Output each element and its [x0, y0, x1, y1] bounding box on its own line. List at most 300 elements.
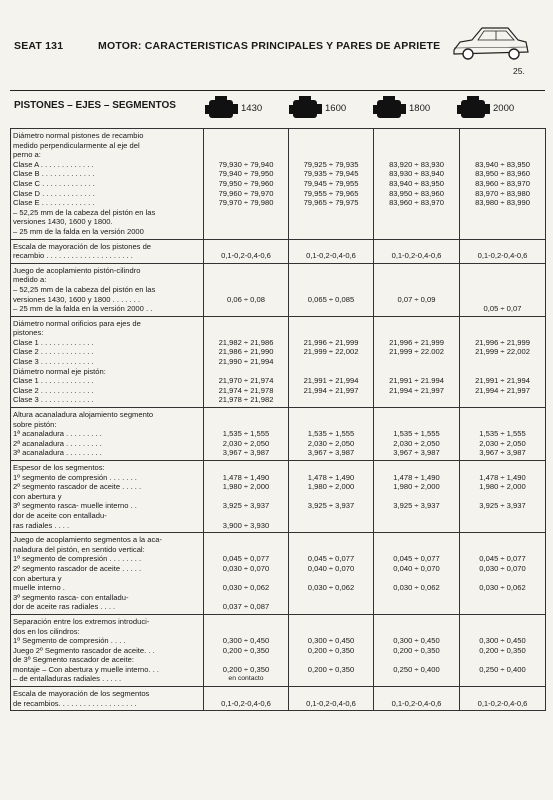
- value-line: [376, 593, 457, 603]
- value-line: [462, 535, 543, 545]
- value-cell-1600: [289, 461, 374, 533]
- value-cell-1430: [204, 239, 289, 263]
- value-line: [462, 492, 543, 502]
- value-line: 0,250 ÷ 0,400: [393, 664, 440, 674]
- value-line: [206, 266, 286, 276]
- value-line: [291, 328, 371, 338]
- value-line: [376, 627, 457, 637]
- value-line: [291, 674, 371, 684]
- label-line: medido a:: [13, 275, 47, 285]
- value-line: 21,970 ÷ 21,974: [218, 376, 274, 386]
- value-line: 0,1-0,2-0,4-0,6: [477, 251, 528, 261]
- value-line: [291, 420, 371, 430]
- value-line: 83,960 ÷ 83,970: [389, 198, 444, 208]
- value-line: [291, 511, 371, 521]
- value-line: 0,037 ÷ 0,087: [222, 602, 270, 612]
- value-line: 3,900 ÷ 3,930: [222, 520, 270, 530]
- value-line: [291, 285, 371, 295]
- value-line: [462, 285, 543, 295]
- engine-label: 1800: [409, 103, 431, 114]
- value-line: [291, 395, 371, 405]
- value-line: [462, 593, 543, 603]
- value-line: [206, 689, 286, 699]
- value-cell-1430: [204, 461, 289, 533]
- value-line: [206, 304, 286, 314]
- value-line: [376, 511, 457, 521]
- label-line: de recambios. . . . . . . . . . . . . . . . . . .: [13, 698, 137, 708]
- value-line: [376, 420, 457, 430]
- value-cell-1800: [374, 614, 460, 686]
- value-line: 2,030 ÷ 2,050: [393, 438, 440, 448]
- label-line: Juego de acoplamiento pistón-cilindro: [13, 265, 141, 275]
- value-cell-1430: [204, 408, 289, 461]
- value-line: [291, 627, 371, 637]
- value-line: [291, 410, 371, 420]
- label-line: perno a:: [13, 150, 41, 160]
- value-line: 3,925 ÷ 3,937: [393, 501, 440, 511]
- value-line: 0,030 ÷ 0,070: [222, 563, 270, 573]
- value-line: 21,982 ÷ 21,986: [218, 337, 274, 347]
- value-line: 0,200 ÷ 0,350: [222, 664, 270, 674]
- value-line: 21,974 ÷ 21,978: [218, 385, 274, 395]
- label-line: Clase B . . . . . . . . . . . . .: [13, 169, 95, 179]
- value-line: 3,967 ÷ 3,987: [222, 448, 270, 458]
- value-line: 1,535 ÷ 1,555: [393, 429, 440, 439]
- value-cell-1600: [289, 263, 374, 316]
- value-line: [462, 357, 543, 367]
- value-line: [462, 242, 543, 252]
- value-line: [206, 574, 286, 584]
- value-line: 3,925 ÷ 3,937: [222, 501, 270, 511]
- section-title: PISTONES – EJES – SEGMENTOS: [14, 100, 176, 111]
- label-line: – de entalladuras radiales . . . . .: [13, 674, 122, 684]
- value-cell-1800: [374, 263, 460, 316]
- value-line: [462, 328, 543, 338]
- label-line: 2ª acanaladura . . . . . . . . .: [13, 438, 102, 448]
- value-line: [291, 266, 371, 276]
- value-cell-1430: [204, 263, 289, 316]
- label-line: medido perpendicularmente al eje del: [13, 140, 140, 150]
- value-line: 0,200 ÷ 0,350: [307, 664, 355, 674]
- value-line: [462, 395, 543, 405]
- label-line: recambio . . . . . . . . . . . . . . . . . . . . .: [13, 251, 133, 261]
- header-title: MOTOR: CARACTERISTICAS PRINCIPALES Y PARES DE APRIETE: [98, 40, 441, 52]
- table-row: [11, 408, 546, 461]
- value-cell-1600: [289, 316, 374, 407]
- label-line: dor de aceite ras radiales . . . .: [13, 602, 116, 612]
- label-line: Diámetro normal eje pistón:: [13, 366, 106, 376]
- value-line: [206, 545, 286, 555]
- value-line: [291, 141, 371, 151]
- label-line: Clase 3 . . . . . . . . . . . . .: [13, 395, 94, 405]
- label-line: Altura acanaladura alojamiento segmento: [13, 410, 154, 420]
- value-cell-1800: [374, 239, 460, 263]
- value-line: 21,994 ÷ 21,997: [389, 385, 444, 395]
- value-line: 21,991 ÷ 21,994: [303, 376, 359, 386]
- value-line: [206, 492, 286, 502]
- value-line: 21,999 ÷ 22,002: [475, 347, 530, 357]
- label-line: – 52,25 mm de la cabeza del pistón en las: [13, 284, 156, 294]
- table-row: [11, 239, 546, 263]
- value-line: 21,994 ÷ 21,997: [303, 385, 359, 395]
- engine-icon: [373, 96, 407, 122]
- value-line: 21,999 ÷ 22.002: [389, 347, 444, 357]
- value-line: [462, 511, 543, 521]
- value-line: [462, 319, 543, 329]
- value-line: [376, 357, 457, 367]
- value-line: 0,05 ÷ 0,07: [483, 304, 522, 314]
- label-line: Clase A . . . . . . . . . . . . .: [13, 159, 94, 169]
- value-cell-1600: [289, 687, 374, 711]
- value-line: 0,045 ÷ 0,077: [307, 554, 355, 564]
- value-line: [376, 131, 457, 141]
- value-line: 2,030 ÷ 2,050: [222, 438, 270, 448]
- value-line: 21,996 ÷ 21,999: [475, 337, 530, 347]
- row-label: [11, 461, 204, 533]
- label-line: 3º segmento rasca- muelle interno . .: [13, 501, 137, 511]
- engine-column-1600: [287, 96, 363, 120]
- value-line: 21,991 ÷ 21,994: [475, 376, 530, 386]
- label-line: con abertura y: [13, 491, 62, 501]
- value-cell-2000: [460, 263, 546, 316]
- label-line: – 25 mm de la falda en la versión 2000 . .: [13, 304, 153, 314]
- row-label: [11, 129, 204, 240]
- value-line: [376, 689, 457, 699]
- value-line: 0,200 ÷ 0,350: [307, 645, 355, 655]
- value-line: 83,940 ÷ 83,950: [389, 178, 444, 188]
- table-row: [11, 129, 546, 240]
- specs-table: [10, 128, 546, 711]
- value-line: [462, 574, 543, 584]
- row-label: [11, 316, 204, 407]
- label-line: 1º segmento de compresión . . . . . . . .: [13, 554, 142, 564]
- table-row: [11, 461, 546, 533]
- value-line: 83,970 ÷ 83,980: [475, 188, 530, 198]
- value-line: 21,996 ÷ 21,999: [303, 337, 359, 347]
- value-line: [291, 304, 371, 314]
- value-line: [462, 602, 543, 612]
- engine-column-2000: [455, 96, 531, 120]
- label-line: Juego 2º Segmento rascador de aceite. . .: [13, 645, 155, 655]
- value-line: [291, 131, 371, 141]
- value-line: 79,925 ÷ 79,935: [303, 159, 359, 169]
- value-line: [376, 367, 457, 377]
- value-line: 3,967 ÷ 3,987: [479, 448, 526, 458]
- value-line: 79,935 ÷ 79,945: [303, 169, 359, 179]
- row-label: [11, 263, 204, 316]
- value-line: [462, 266, 543, 276]
- value-line: 0,1-0,2-0,4-0,6: [221, 251, 271, 261]
- value-line: 2,030 ÷ 2,050: [479, 438, 526, 448]
- value-cell-1430: [204, 614, 289, 686]
- value-line: 0,1-0,2-0,4-0,6: [391, 251, 442, 261]
- value-line: 21,994 ÷ 21,997: [475, 385, 530, 395]
- value-cell-1430: [204, 316, 289, 407]
- page-number: 25.: [513, 66, 525, 76]
- value-cell-1800: [374, 461, 460, 533]
- label-line: versiones 1430, 1600 y 1800.: [13, 217, 113, 227]
- value-line: [291, 602, 371, 612]
- value-line: [206, 367, 286, 377]
- value-line: 79,945 ÷ 79,955: [303, 178, 359, 188]
- value-line: 1,478 ÷ 1,490: [307, 472, 355, 482]
- value-line: [462, 420, 543, 430]
- value-line: 0,045 ÷ 0,077: [222, 554, 270, 564]
- value-line: [206, 511, 286, 521]
- value-line: 83,950 ÷ 83,960: [475, 169, 530, 179]
- value-line: 83,960 ÷ 83,970: [475, 178, 530, 188]
- row-label: [11, 239, 204, 263]
- value-line: [206, 655, 286, 665]
- value-cell-1600: [289, 239, 374, 263]
- value-line: [291, 593, 371, 603]
- value-line: [462, 275, 543, 285]
- value-line: [462, 367, 543, 377]
- value-cell-2000: [460, 533, 546, 615]
- value-line: 0,030 ÷ 0,070: [479, 563, 526, 573]
- row-label: [11, 687, 204, 711]
- value-line: 0,1-0,2-0,4-0,6: [306, 251, 356, 261]
- value-line: 3,967 ÷ 3,987: [307, 448, 355, 458]
- row-label: [11, 533, 204, 615]
- value-line: [291, 521, 371, 531]
- table-row: [11, 533, 546, 615]
- value-line: 0,200 ÷ 0,350: [222, 645, 270, 655]
- value-line: [206, 285, 286, 295]
- value-line: 0,1-0,2-0,4-0,6: [477, 698, 528, 708]
- value-cell-1800: [374, 316, 460, 407]
- value-cell-1600: [289, 533, 374, 615]
- value-line: [462, 141, 543, 151]
- value-line: 2,030 ÷ 2,050: [307, 438, 355, 448]
- value-line: [376, 492, 457, 502]
- value-line: 83,940 ÷ 83,950: [475, 159, 530, 169]
- value-line: 1,535 ÷ 1,555: [307, 429, 355, 439]
- value-line: 0,300 ÷ 0,450: [479, 636, 526, 646]
- label-line: ras radiales . . . .: [13, 520, 70, 530]
- value-line: [206, 593, 286, 603]
- value-line: 0,030 ÷ 0,062: [479, 583, 526, 593]
- value-cell-2000: [460, 461, 546, 533]
- value-cell-2000: [460, 614, 546, 686]
- value-line: 0,07 ÷ 0,09: [397, 294, 436, 304]
- value-cell-1600: [289, 408, 374, 461]
- label-line: Espesor de los segmentos:: [13, 463, 105, 472]
- value-line: 1,980 ÷ 2,000: [479, 482, 526, 492]
- engine-icon: [289, 96, 323, 122]
- value-line: 79,950 ÷ 79,960: [218, 178, 274, 188]
- value-line: [462, 627, 543, 637]
- label-line: de 3º Segmento rascador de aceite:: [13, 655, 134, 665]
- value-line: [206, 150, 286, 160]
- value-line: 79,940 ÷ 79,950: [218, 169, 274, 179]
- value-line: 21,986 ÷ 21,990: [218, 347, 274, 357]
- value-cell-1800: [374, 533, 460, 615]
- value-line: [376, 395, 457, 405]
- label-line: Clase 1 . . . . . . . . . . . . .: [13, 337, 94, 347]
- value-line: 0,200 ÷ 0,350: [479, 645, 526, 655]
- value-line: 0,300 ÷ 0,450: [222, 636, 270, 646]
- label-line: dos en los cilindros:: [13, 626, 80, 636]
- label-line: montaje – Con abertura y muelle interno. . .: [13, 664, 160, 674]
- value-line: [291, 492, 371, 502]
- label-line: – 25 mm de la falda en la versión 2000: [13, 226, 144, 236]
- value-line: [206, 420, 286, 430]
- value-line: [291, 655, 371, 665]
- car-illustration: [450, 20, 530, 64]
- value-line: [291, 545, 371, 555]
- value-line: [291, 357, 371, 367]
- value-line: en contacto: [228, 675, 264, 683]
- value-line: [206, 463, 286, 473]
- value-line: 0,040 ÷ 0,070: [393, 563, 440, 573]
- value-line: [206, 627, 286, 637]
- value-line: 83,980 ÷ 83,990: [475, 198, 530, 208]
- row-label: [11, 614, 204, 686]
- engine-column-1800: [371, 96, 447, 120]
- value-line: 0,030 ÷ 0,062: [222, 583, 270, 593]
- value-line: [376, 242, 457, 252]
- label-line: 3ª acanaladura . . . . . . . . .: [13, 448, 102, 458]
- label-line: pistones:: [13, 328, 44, 338]
- value-line: [291, 535, 371, 545]
- value-line: [291, 574, 371, 584]
- engine-icon: [205, 96, 239, 122]
- label-line: Escala de mayoración de los pistones de: [13, 241, 152, 251]
- value-line: [206, 535, 286, 545]
- label-line: 2º segmento rascador de aceite . . . . .: [13, 482, 142, 492]
- value-line: [462, 131, 543, 141]
- value-line: [206, 275, 286, 285]
- value-line: [291, 689, 371, 699]
- value-line: [376, 674, 457, 684]
- value-line: 21,999 ÷ 22,002: [303, 347, 359, 357]
- value-line: [376, 328, 457, 338]
- value-line: 1,478 ÷ 1,490: [222, 472, 270, 482]
- value-line: [376, 655, 457, 665]
- label-line: Clase 3 . . . . . . . . . . . . .: [13, 357, 94, 367]
- label-line: 1º Segmento de compresión . . . .: [13, 636, 126, 646]
- value-line: 0,1-0,2-0,4-0,6: [306, 698, 356, 708]
- value-cell-1430: [204, 129, 289, 240]
- value-line: 0,1-0,2-0,4-0,6: [391, 698, 442, 708]
- label-line: Clase 2 . . . . . . . . . . . . .: [13, 385, 94, 395]
- value-line: [376, 617, 457, 627]
- label-line: dor de aceite con entalladu-: [13, 510, 107, 520]
- value-line: [462, 545, 543, 555]
- value-line: 83,930 ÷ 83,940: [389, 169, 444, 179]
- label-line: versiones 1430, 1600 y 1800 . . . . . . .: [13, 294, 141, 304]
- value-line: [376, 410, 457, 420]
- value-line: [291, 617, 371, 627]
- value-line: [376, 574, 457, 584]
- label-line: muelle interno .: [13, 583, 65, 593]
- table-row: [11, 614, 546, 686]
- engine-label: 2000: [493, 103, 515, 114]
- value-cell-1800: [374, 129, 460, 240]
- value-line: [462, 521, 543, 531]
- label-line: Clase D . . . . . . . . . . . . .: [13, 188, 95, 198]
- value-line: [206, 141, 286, 151]
- value-line: [206, 319, 286, 329]
- value-line: [291, 367, 371, 377]
- value-line: [376, 521, 457, 531]
- value-line: [376, 266, 457, 276]
- value-line: [462, 410, 543, 420]
- label-line: Diámetro normal orificios para ejes de: [13, 318, 141, 328]
- value-line: [462, 150, 543, 160]
- value-line: 1,535 ÷ 1,555: [479, 429, 526, 439]
- value-line: 3,967 ÷ 3,987: [393, 448, 440, 458]
- value-line: [291, 319, 371, 329]
- engine-label: 1600: [325, 103, 347, 114]
- value-line: [376, 535, 457, 545]
- value-line: [462, 674, 543, 684]
- value-line: 0,300 ÷ 0,450: [307, 636, 355, 646]
- value-line: 1,980 ÷ 2,000: [393, 482, 440, 492]
- value-cell-1600: [289, 614, 374, 686]
- label-line: Clase 2 . . . . . . . . . . . . .: [13, 347, 94, 357]
- value-line: 79,930 ÷ 79,940: [218, 159, 274, 169]
- value-line: [291, 242, 371, 252]
- value-line: 79,965 ÷ 79,975: [303, 198, 359, 208]
- value-line: [462, 295, 543, 305]
- value-cell-1430: [204, 687, 289, 711]
- value-cell-2000: [460, 239, 546, 263]
- value-line: 3,925 ÷ 3,937: [307, 501, 355, 511]
- engine-column-1430: [203, 96, 279, 120]
- value-cell-1430: [204, 533, 289, 615]
- value-line: 0,250 ÷ 0,400: [479, 664, 526, 674]
- label-line: sobre pistón:: [13, 419, 57, 429]
- label-line: Juego de acoplamiento segmentos a la aca-: [13, 535, 163, 545]
- value-cell-2000: [460, 129, 546, 240]
- engine-icon: [457, 96, 491, 122]
- value-line: [291, 275, 371, 285]
- value-line: 21,978 ÷ 21,982: [218, 395, 274, 405]
- value-line: 0,1-0,2-0,4-0,6: [221, 698, 271, 708]
- value-line: [462, 655, 543, 665]
- value-line: [462, 617, 543, 627]
- value-line: 21,996 ÷ 21,999: [389, 337, 444, 347]
- label-line: 1º segmento de compresión . . . . . . .: [13, 472, 137, 482]
- value-line: 0,200 ÷ 0,350: [393, 645, 440, 655]
- value-line: 83,920 ÷ 83,930: [389, 159, 444, 169]
- value-line: [291, 150, 371, 160]
- value-line: 0,030 ÷ 0,062: [307, 583, 355, 593]
- label-line: Clase C . . . . . . . . . . . . .: [13, 178, 95, 188]
- table-row: [11, 263, 546, 316]
- value-line: [206, 242, 286, 252]
- value-line: [206, 328, 286, 338]
- value-line: [462, 689, 543, 699]
- value-line: [206, 410, 286, 420]
- value-line: 0,065 ÷ 0,085: [307, 294, 355, 304]
- label-line: Diámetro normal pistones de recambio: [13, 131, 144, 140]
- value-line: 1,980 ÷ 2,000: [222, 482, 270, 492]
- value-line: 1,980 ÷ 2,000: [307, 482, 355, 492]
- label-line: naladura del pistón, en sentido vertical:: [13, 544, 145, 554]
- value-line: [376, 141, 457, 151]
- row-label: [11, 408, 204, 461]
- value-line: 0,045 ÷ 0,077: [479, 554, 526, 564]
- value-line: 1,535 ÷ 1,555: [222, 429, 270, 439]
- label-line: Escala de mayoración de los segmentos: [13, 689, 150, 699]
- value-line: 83,950 ÷ 83,960: [389, 188, 444, 198]
- value-line: 0,045 ÷ 0,077: [393, 554, 440, 564]
- value-line: 21,990 ÷ 21,994: [218, 357, 274, 367]
- value-line: 21,991 ÷ 21.994: [389, 376, 444, 386]
